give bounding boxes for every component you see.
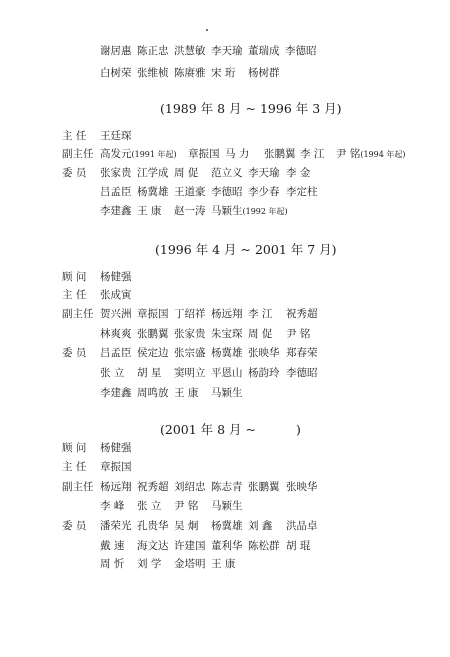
name-entry: 李少春 bbox=[248, 186, 280, 198]
name-entry: 许建国 bbox=[174, 540, 206, 552]
name-entry: 李德昭 bbox=[211, 186, 243, 198]
name-entry: 张 立 bbox=[100, 367, 125, 379]
role-label: 主 任 bbox=[62, 289, 87, 301]
name-entry: 尹 铭 bbox=[174, 500, 199, 512]
name-entry: 王 康 bbox=[137, 205, 162, 217]
name-entry: 洪慧敏 bbox=[174, 45, 206, 57]
name-entry: 李德昭 bbox=[286, 367, 318, 379]
name-entry: 陈松群 bbox=[248, 540, 280, 552]
name-entry: 杨树群 bbox=[248, 67, 280, 79]
name-entry: 张家贵 bbox=[174, 328, 206, 340]
name-entry: 潘荣光 bbox=[100, 520, 132, 532]
name-entry: 宋 珩 bbox=[211, 67, 236, 79]
name-entry: 窦明立 bbox=[174, 367, 206, 379]
name-entry: 谢居惠 bbox=[100, 45, 132, 57]
name-entry: 平恩山 bbox=[211, 367, 243, 379]
name-entry: 张家贵 bbox=[100, 167, 132, 179]
name-entry: 张鹏翼 bbox=[137, 328, 169, 340]
name-entry: 胡 星 bbox=[137, 367, 162, 379]
name-entry: 海文达 bbox=[137, 540, 169, 552]
name-entry: 李德昭 bbox=[285, 45, 317, 57]
name-entry: 章振国 bbox=[188, 148, 220, 160]
name-entry: 李天瑜 bbox=[248, 167, 280, 179]
name-entry: 张映华 bbox=[286, 481, 318, 493]
name-entry: 李 江 bbox=[248, 308, 273, 320]
name-entry: 刘 鑫 bbox=[248, 520, 273, 532]
name-entry: 李建鑫 bbox=[100, 205, 132, 217]
name-entry: 张映华 bbox=[248, 347, 280, 359]
name-entry: 马颖生(1992 年起) bbox=[211, 205, 288, 217]
name-entry: 章振国 bbox=[137, 308, 169, 320]
name-entry: 杨韵玲 bbox=[248, 367, 280, 379]
name-entry: 杨冀雄 bbox=[211, 520, 243, 532]
name-entry: 李建鑫 bbox=[100, 387, 132, 399]
name-entry: 周 促 bbox=[174, 167, 199, 179]
role-label: 主 任 bbox=[62, 130, 87, 142]
name-entry: 王 康 bbox=[174, 387, 199, 399]
name-entry: 朱宝琛 bbox=[211, 328, 243, 340]
role-label: 顾 问 bbox=[62, 442, 87, 454]
name-entry: 吴 炯 bbox=[174, 520, 199, 532]
section-heading-close: ) bbox=[296, 422, 301, 437]
name-entry: 杨健强 bbox=[100, 271, 132, 283]
name-entry: 贺兴洲 bbox=[100, 308, 132, 320]
name-entry: 周 促 bbox=[248, 328, 273, 340]
name-entry: 尹 铭 bbox=[286, 328, 311, 340]
name-entry: 尹 铭(1994 年起) bbox=[336, 148, 406, 160]
name-entry: 张宗盛 bbox=[174, 347, 206, 359]
name-entry: 胡 琨 bbox=[286, 540, 311, 552]
name-entry: 戴 速 bbox=[100, 540, 125, 552]
name-entry: 陈赓雅 bbox=[174, 67, 206, 79]
name-entry: 刘 学 bbox=[137, 558, 162, 570]
name-entry: 张 立 bbox=[137, 500, 162, 512]
name-entry: 丁绍祥 bbox=[174, 308, 206, 320]
name-entry: 张成寅 bbox=[100, 289, 132, 301]
name-entry: 高发元(1991 年起) bbox=[100, 148, 177, 160]
role-label: 委 员 bbox=[62, 520, 87, 532]
name-entry: 王廷琛 bbox=[100, 130, 132, 142]
section-heading: (1996 年 4 月 ~ 2001 年 7 月) bbox=[155, 242, 337, 257]
name-entry: 陈志青 bbox=[211, 481, 243, 493]
name-entry: 李 江 bbox=[300, 148, 325, 160]
role-label: 委 员 bbox=[62, 167, 87, 179]
name-entry: 张鹏翼 bbox=[264, 148, 296, 160]
name-entry: 董瑞成 bbox=[248, 45, 280, 57]
name-entry: 王 康 bbox=[211, 558, 236, 570]
name-entry: 张鹏翼 bbox=[248, 481, 280, 493]
name-entry: 江学成 bbox=[137, 167, 169, 179]
name-entry: 白树荣 bbox=[100, 67, 132, 79]
name-entry: 马颖生 bbox=[211, 500, 243, 512]
name-entry: 孔贵华 bbox=[137, 520, 169, 532]
name-entry: 赵一涛 bbox=[174, 205, 206, 217]
name-entry: 周鸣放 bbox=[137, 387, 169, 399]
name-entry: 侯定边 bbox=[137, 347, 169, 359]
role-label: 副主任 bbox=[62, 481, 94, 493]
name-entry: 杨冀雄 bbox=[211, 347, 243, 359]
name-entry: 李 金 bbox=[286, 167, 311, 179]
name-entry: 林爽爽 bbox=[100, 328, 132, 340]
name-entry: 周 忻 bbox=[100, 558, 125, 570]
name-entry: 李定柱 bbox=[286, 186, 318, 198]
name-entry: 郑春荣 bbox=[286, 347, 318, 359]
name-entry: 杨健强 bbox=[100, 442, 132, 454]
name-entry: 刘绍忠 bbox=[174, 481, 206, 493]
name-entry: 杨远翔 bbox=[211, 308, 243, 320]
name-entry: 杨冀雄 bbox=[137, 186, 169, 198]
name-entry: 马 力 bbox=[225, 148, 250, 160]
name-entry: 祝秀超 bbox=[137, 481, 169, 493]
name-entry: 金塔明 bbox=[174, 558, 206, 570]
role-label: 副主任 bbox=[62, 308, 94, 320]
name-entry: 董利华 bbox=[211, 540, 243, 552]
role-label: 委 员 bbox=[62, 347, 87, 359]
name-entry: 李 峰 bbox=[100, 500, 125, 512]
name-entry: 吕孟臣 bbox=[100, 186, 132, 198]
name-entry: 范立义 bbox=[211, 167, 243, 179]
section-heading: (1989 年 8 月 ~ 1996 年 3 月) bbox=[160, 101, 342, 116]
name-entry: 李天瑜 bbox=[211, 45, 243, 57]
role-label: 顾 问 bbox=[62, 271, 87, 283]
name-entry: 祝秀超 bbox=[286, 308, 318, 320]
name-entry: 张维桢 bbox=[137, 67, 169, 79]
name-entry: 洪品卓 bbox=[286, 520, 318, 532]
name-entry: 吕孟臣 bbox=[100, 347, 132, 359]
role-label: 副主任 bbox=[62, 148, 94, 160]
scan-dot bbox=[206, 29, 208, 31]
name-entry: 王道豪 bbox=[174, 186, 206, 198]
name-entry: 陈正忠 bbox=[137, 45, 169, 57]
name-entry: 章振国 bbox=[100, 461, 132, 473]
name-entry: 马颖生 bbox=[211, 387, 243, 399]
section-heading: (2001 年 8 月 ~ bbox=[160, 422, 257, 437]
role-label: 主 任 bbox=[62, 461, 87, 473]
name-entry: 杨远翔 bbox=[100, 481, 132, 493]
